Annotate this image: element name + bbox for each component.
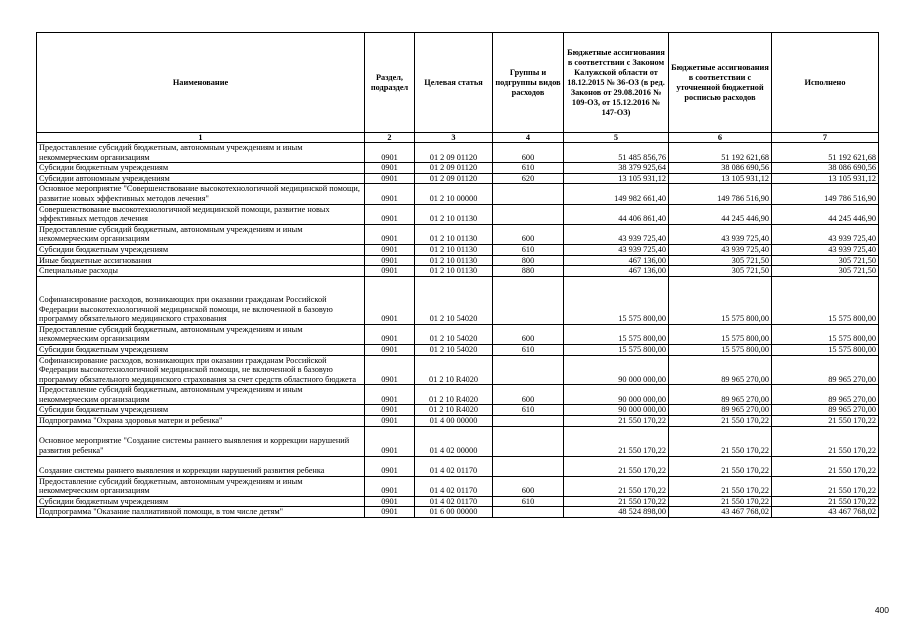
row-refined: 89 965 270,00 [669,405,772,416]
row-section: 0901 [365,244,415,255]
row-law: 21 550 170,22 [564,426,669,456]
table-body [37,143,879,518]
row-refined: 89 965 270,00 [669,355,772,385]
row-executed: 15 575 800,00 [772,324,879,344]
row-executed: 149 786 516,90 [772,184,879,204]
row-law: 15 575 800,00 [564,276,669,324]
row-law: 90 000 000,00 [564,405,669,416]
header-law: Бюджетные ассигнования в соответствии с Законом Калужской области от 18.12.2015 № 36-ОЗ (в ред. Законов от 29.08.2016 № 109-ОЗ, от 15.12.2016 № 147-ОЗ) [564,33,669,133]
row-section: 0901 [365,405,415,416]
row-executed: 43 939 725,40 [772,224,879,244]
row-target: 01 4 00 00000 [415,416,493,427]
row-refined: 13 105 931,12 [669,173,772,184]
row-law: 15 575 800,00 [564,324,669,344]
header-refined: Бюджетные ассигнования в соответствии с уточненной бюджетной росписью расходов [669,33,772,133]
row-group [493,355,564,385]
row-group: 610 [493,163,564,174]
row-name: Предоставление субсидий бюджетным, автономным учреждениям и иным некоммерческим организациям [37,143,365,163]
table-row [37,276,879,324]
row-refined: 21 550 170,22 [669,476,772,496]
row-target: 01 2 10 R4020 [415,405,493,416]
row-name: Субсидии бюджетным учреждениям [37,344,365,355]
row-executed: 43 939 725,40 [772,244,879,255]
row-refined: 21 550 170,22 [669,416,772,427]
row-executed: 43 467 768,02 [772,507,879,518]
row-refined: 38 086 690,56 [669,163,772,174]
row-target: 01 4 02 01170 [415,456,493,476]
row-name: Предоставление субсидий бюджетным, автономным учреждениям и иным некоммерческим организациям [37,224,365,244]
row-group: 600 [493,476,564,496]
row-law: 149 982 661,40 [564,184,669,204]
row-target: 01 4 02 00000 [415,426,493,456]
row-executed: 305 721,50 [772,266,879,277]
row-name: Субсидии бюджетным учреждениям [37,163,365,174]
row-section: 0901 [365,224,415,244]
column-number: 1 [37,133,365,143]
row-target: 01 2 10 00000 [415,184,493,204]
table-row [37,143,879,163]
row-group [493,426,564,456]
row-refined: 305 721,50 [669,255,772,266]
row-section: 0901 [365,416,415,427]
row-target: 01 4 02 01170 [415,476,493,496]
row-refined: 44 245 446,90 [669,204,772,224]
row-section: 0901 [365,276,415,324]
table-row [37,204,879,224]
header-groups: Группы и подгруппы видов расходов [493,33,564,133]
row-section: 0901 [365,507,415,518]
column-number: 6 [669,133,772,143]
row-name: Основное мероприятие "Создание системы раннего выявления и коррекции нарушений развития ребенка" [37,426,365,456]
row-refined: 149 786 516,90 [669,184,772,204]
row-executed: 89 965 270,00 [772,385,879,405]
table-row [37,496,879,507]
header-target: Целевая статья [415,33,493,133]
row-section: 0901 [365,204,415,224]
row-group: 800 [493,255,564,266]
row-refined: 21 550 170,22 [669,496,772,507]
row-name: Подпрограмма "Оказание паллиативной помощи, в том числе детям" [37,507,365,518]
row-section: 0901 [365,456,415,476]
row-section: 0901 [365,426,415,456]
row-section: 0901 [365,184,415,204]
table-row [37,426,879,456]
row-target: 01 2 10 01130 [415,255,493,266]
row-law: 21 550 170,22 [564,416,669,427]
row-refined: 15 575 800,00 [669,344,772,355]
table-row [37,385,879,405]
table-row [37,184,879,204]
row-group: 600 [493,143,564,163]
row-section: 0901 [365,266,415,277]
row-group [493,416,564,427]
row-law: 38 379 925,64 [564,163,669,174]
row-target: 01 4 02 01170 [415,496,493,507]
row-refined: 43 939 725,40 [669,224,772,244]
budget-table [36,32,879,518]
table-row [37,266,879,277]
row-law: 21 550 170,22 [564,456,669,476]
column-number: 4 [493,133,564,143]
row-law: 43 939 725,40 [564,224,669,244]
column-number: 7 [772,133,879,143]
row-target: 01 2 09 01120 [415,173,493,184]
row-refined: 89 965 270,00 [669,385,772,405]
row-group: 610 [493,405,564,416]
row-group [493,507,564,518]
row-name: Основное мероприятие "Совершенствование высокотехнологичной медицинской помощи, развитие новых эффективных методов лечения" [37,184,365,204]
row-refined: 21 550 170,22 [669,456,772,476]
row-section: 0901 [365,173,415,184]
row-name: Предоставление субсидий бюджетным, автономным учреждениям и иным некоммерческим организациям [37,385,365,405]
row-name: Подпрограмма "Охрана здоровья матери и ребенка" [37,416,365,427]
table-row [37,173,879,184]
row-law: 48 524 898,00 [564,507,669,518]
row-executed: 21 550 170,22 [772,426,879,456]
row-target: 01 2 10 01130 [415,224,493,244]
row-executed: 89 965 270,00 [772,405,879,416]
row-target: 01 2 09 01120 [415,163,493,174]
row-refined: 15 575 800,00 [669,276,772,324]
row-section: 0901 [365,255,415,266]
row-executed: 51 192 621,68 [772,143,879,163]
row-group [493,184,564,204]
table-row [37,163,879,174]
row-refined: 15 575 800,00 [669,324,772,344]
row-group: 600 [493,324,564,344]
header-name: Наименование [37,33,365,133]
row-target: 01 2 10 R4020 [415,385,493,405]
row-name: Субсидии автономным учреждениям [37,173,365,184]
row-name: Субсидии бюджетным учреждениям [37,244,365,255]
table-row [37,224,879,244]
row-section: 0901 [365,324,415,344]
row-refined: 51 192 621,68 [669,143,772,163]
table-row [37,255,879,266]
row-target: 01 2 10 R4020 [415,355,493,385]
row-section: 0901 [365,496,415,507]
table-row [37,344,879,355]
row-group: 610 [493,496,564,507]
row-refined: 43 939 725,40 [669,244,772,255]
row-law: 90 000 000,00 [564,355,669,385]
row-group [493,204,564,224]
row-group [493,276,564,324]
table-header [37,33,879,143]
page-number: 400 [874,605,889,615]
row-executed: 15 575 800,00 [772,344,879,355]
row-executed: 38 086 690,56 [772,163,879,174]
row-law: 51 485 856,76 [564,143,669,163]
row-target: 01 2 10 01130 [415,204,493,224]
table-row [37,507,879,518]
row-law: 21 550 170,22 [564,476,669,496]
row-law: 13 105 931,12 [564,173,669,184]
header-section: Раздел, подраздел [365,33,415,133]
row-target: 01 2 09 01120 [415,143,493,163]
budget-document [36,32,878,518]
table-row [37,244,879,255]
row-law: 44 406 861,40 [564,204,669,224]
row-group: 620 [493,173,564,184]
row-executed: 21 550 170,22 [772,456,879,476]
row-group [493,456,564,476]
row-section: 0901 [365,476,415,496]
table-row [37,416,879,427]
row-executed: 21 550 170,22 [772,496,879,507]
row-name: Софинансирование расходов, возникающих при оказании гражданам Российской Федерации высокотехнологичной медицинской помощи, не включенной в базовую программу обязательного медицинского страхования [37,276,365,324]
row-section: 0901 [365,163,415,174]
row-name: Иные бюджетные ассигнования [37,255,365,266]
row-name: Субсидии бюджетным учреждениям [37,496,365,507]
row-law: 467 136,00 [564,255,669,266]
row-executed: 15 575 800,00 [772,276,879,324]
row-target: 01 2 10 54020 [415,344,493,355]
row-target: 01 2 10 54020 [415,276,493,324]
row-target: 01 6 00 00000 [415,507,493,518]
row-name: Предоставление субсидий бюджетным, автономным учреждениям и иным некоммерческим организациям [37,324,365,344]
row-section: 0901 [365,344,415,355]
row-name: Предоставление субсидий бюджетным, автономным учреждениям и иным некоммерческим организациям [37,476,365,496]
row-group: 610 [493,244,564,255]
row-section: 0901 [365,385,415,405]
table-row [37,324,879,344]
row-executed: 305 721,50 [772,255,879,266]
row-law: 15 575 800,00 [564,344,669,355]
table-row [37,456,879,476]
row-name: Софинансирование расходов, возникающих при оказании гражданам Российской Федерации высокотехнологичной медицинской помощи, не включенной в базовую программу обязательного медицинского страхования за счет средств областного бюджета [37,355,365,385]
table-row [37,355,879,385]
row-section: 0901 [365,143,415,163]
row-executed: 89 965 270,00 [772,355,879,385]
row-law: 43 939 725,40 [564,244,669,255]
row-refined: 43 467 768,02 [669,507,772,518]
row-law: 21 550 170,22 [564,496,669,507]
column-number: 5 [564,133,669,143]
column-number: 3 [415,133,493,143]
row-target: 01 2 10 01130 [415,244,493,255]
row-section: 0901 [365,355,415,385]
table-row [37,476,879,496]
row-group: 600 [493,385,564,405]
row-name: Совершенствование высокотехнологичной медицинской помощи, развитие новых эффективных методов лечения [37,204,365,224]
row-refined: 305 721,50 [669,266,772,277]
row-executed: 44 245 446,90 [772,204,879,224]
row-law: 467 136,00 [564,266,669,277]
row-group: 610 [493,344,564,355]
row-refined: 21 550 170,22 [669,426,772,456]
column-number: 2 [365,133,415,143]
row-name: Специальные расходы [37,266,365,277]
row-law: 90 000 000,00 [564,385,669,405]
header-executed: Исполнено [772,33,879,133]
row-target: 01 2 10 54020 [415,324,493,344]
row-executed: 21 550 170,22 [772,476,879,496]
row-executed: 13 105 931,12 [772,173,879,184]
row-executed: 21 550 170,22 [772,416,879,427]
row-name: Субсидии бюджетным учреждениям [37,405,365,416]
row-group: 600 [493,224,564,244]
row-name: Создание системы раннего выявления и коррекции нарушений развития ребенка [37,456,365,476]
row-group: 880 [493,266,564,277]
table-row [37,405,879,416]
row-target: 01 2 10 01130 [415,266,493,277]
